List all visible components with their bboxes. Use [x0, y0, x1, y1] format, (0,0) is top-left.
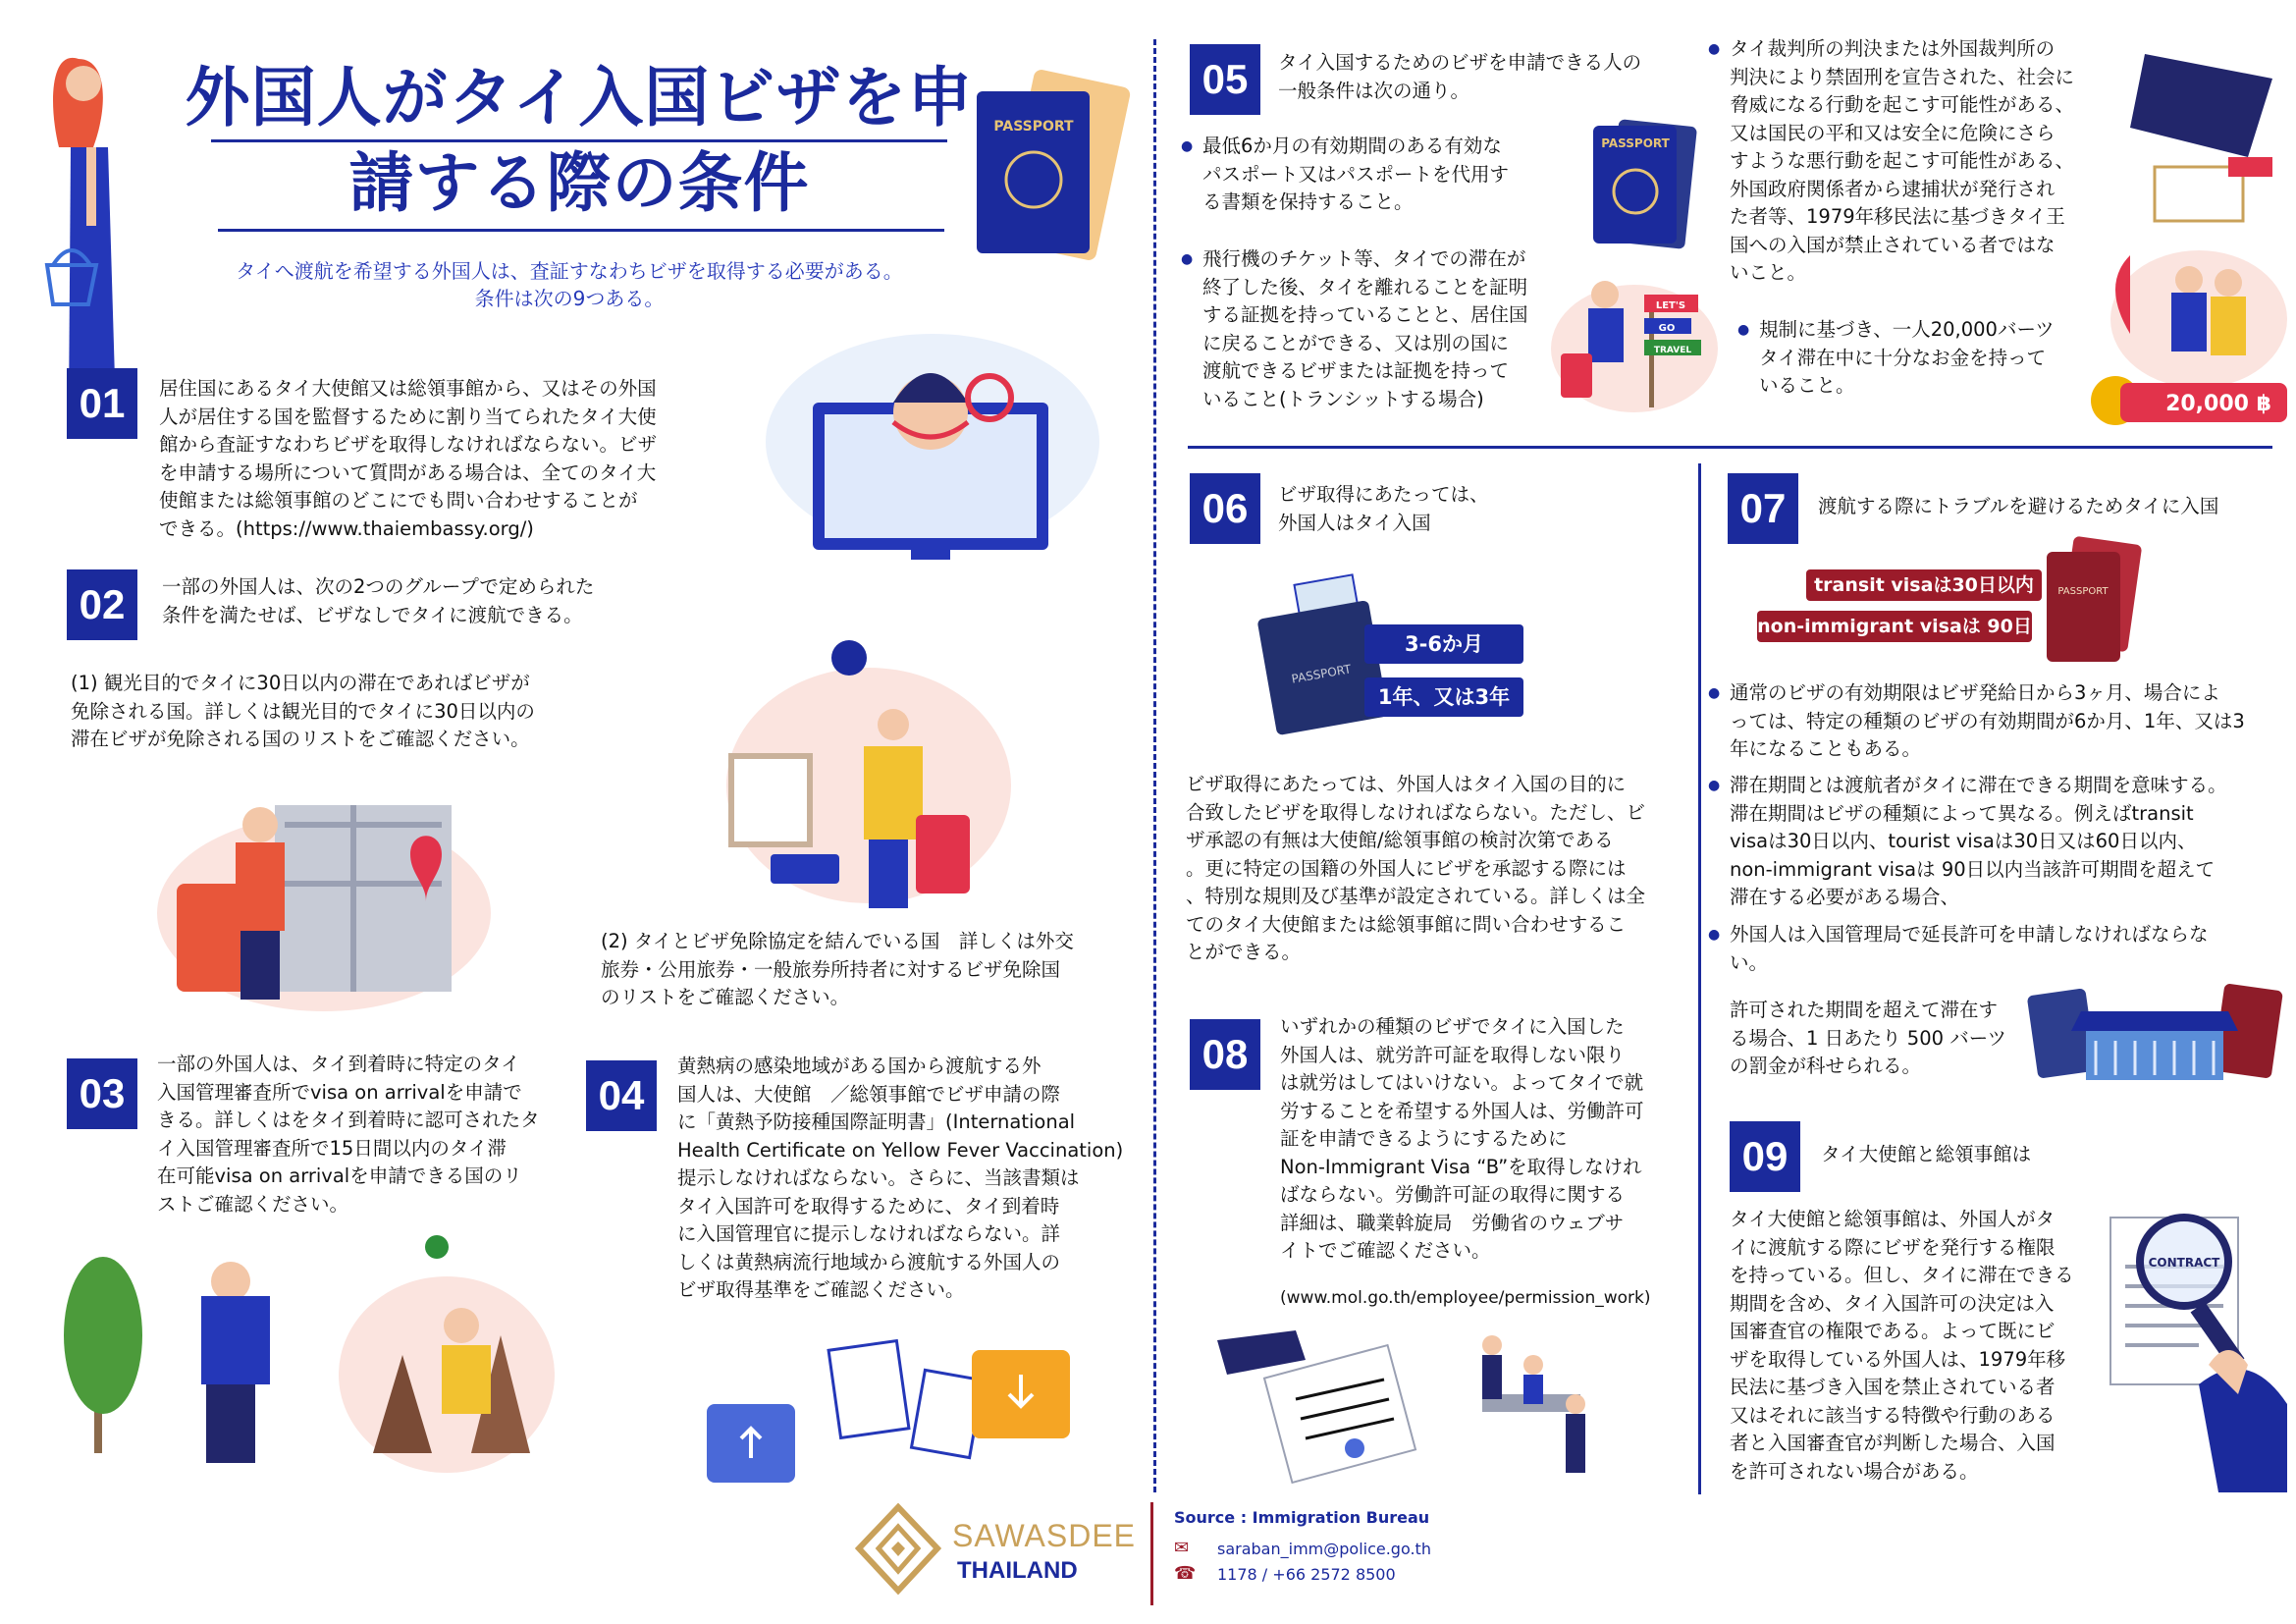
brand-sub: THAILAND: [957, 1557, 1078, 1584]
section-02-number: 02: [67, 569, 137, 640]
section-02-text: 一部の外国人は、次の2つのグループで定められた 条件を満たせば、ビザなしでタイに渡航できる。: [162, 575, 595, 626]
section-07-bullet1: ● 通常のビザの有効期限はビザ発給日から3ヶ月、場合によ っては、特定の種類のビザの有効期間が6か月、1年、又は3 年になることもある。: [1708, 679, 2296, 764]
visa-period-pill-1: 3-6か月: [1364, 624, 1523, 664]
section-05-bullet3: ● タイ裁判所の判決または外国裁判所の 判決により禁固刑を宣告された、社会に 脅威になる行動を起こす可能性がある、 又は国民の平和又は安全に危険にさら すような悪行動を起こす可能性がある、 外国政府関係者から逮捕状が発行され た者等、1979年移民法に基づきタイ王 国への入国が禁止されている者ではな いこと。: [1708, 35, 2171, 288]
section-03-text: 一部の外国人は、タイ到着時に特定のタイ 入国管理審査所でvisa on arrivalを申請で きる。詳しくはをタイ到着時に認可されたタ イ入国管理審査所で15日間以内のタイ滞 在可能visa on arrivalを申請できる国のリ ストご確認ください。: [157, 1053, 540, 1216]
section-07-bullet2: ● 滞在期間とは渡航者がタイに滞在できる期間を意味する。 滞在期間はビザの種類によって異なる。例えばtransit visaは30日以内、tourist visaは30日又は60日以内、 non-immigrant visaは 90日以内当該許可期間を超えて 滞在する必要がある場合、: [1708, 772, 2296, 912]
couple-beach-illustration: [2091, 245, 2287, 442]
call-center-illustration: [746, 324, 1109, 560]
contract-magnifier-illustration: [2101, 1208, 2287, 1492]
passport-illustration: [967, 67, 1124, 273]
transit-visa-pill: transit visaは30日以内: [1806, 569, 2042, 601]
section-01-text: 居住国にあるタイ大使館又は総領事館から、又はその外国 人が居住する国を監督するために割り当てられたタイ大使 館から査証すなわちビザを取得しなければならない。ビザ を申請する場所について質問がある場合は、全てのタイ大 使館または総領事館のどこにでも問い合わせすることが できる。(https://www.thaiembassy.org/): [159, 377, 658, 540]
section-07-number: 07: [1728, 473, 1798, 544]
section-09-number: 09: [1730, 1121, 1800, 1192]
footer-phone: 1178 / +66 2572 8500: [1217, 1565, 1396, 1584]
mail-icon: ✉: [1174, 1538, 1190, 1558]
travel-sign: TRAVEL: [1653, 346, 1692, 355]
lets-go-travel-illustration: [1551, 265, 1718, 412]
page-title: 外国人がタイ入国ビザを申 請する際の条件: [185, 60, 974, 221]
passport-word: PASSPORT: [993, 119, 1074, 135]
section-07-bullet3: ● 外国人は入国管理局で延長許可を申請しなければならな い。: [1708, 921, 2296, 977]
immigration-building-illustration: [2032, 972, 2282, 1090]
passport-red-illustration: [2042, 540, 2140, 668]
section-05-heading: タイ入国するためのビザを申請できる人の 一般条件は次の通り。: [1278, 51, 1642, 102]
center-dashed-divider: [1153, 39, 1156, 1492]
section-06-heading: ビザ取得にあたっては、 外国人はタイ入国: [1278, 483, 1489, 534]
lets-sign: LET'S: [1655, 300, 1686, 311]
right-horizontal-divider: [1188, 446, 2272, 449]
go-sign: GO: [1658, 323, 1676, 334]
map-traveler-illustration: [157, 785, 491, 1011]
section-02-item2: (2) タイとビザ免除協定を結んでいる国 詳しくは外交 旅券・公用旅券・一般旅券所持者に対するビザ免除国 のリストをご確認ください。: [601, 930, 1074, 1008]
footer-source: Source : Immigration Bureau: [1174, 1508, 1430, 1527]
section-06-text: ビザ取得にあたっては、外国人はタイ入国の目的に 合致したビザを取得しなければならない。ただし、ビ ザ承認の有無は大使館/総領事館の検討次第である 。更に特定の国籍の外国人にビザを承認する際には 、特別な規則及び基準が設定されている。詳しくは全 てのタイ大使館または総領事館に問い合わせするこ とができる。: [1186, 773, 1646, 963]
title-divider: [218, 229, 944, 232]
section-02-item1: (1) 観光目的でタイに30日以内の滞在であればビザが 免除される国。詳しくは観光目的でタイに30日以内の 滞在ビザが免除される国のリストをご確認ください。: [71, 672, 535, 750]
phone-icon: ☎: [1174, 1563, 1197, 1584]
passport-word-2: PASSPORT: [1601, 136, 1670, 150]
passport-word-3: PASSPORT: [1290, 662, 1353, 686]
non-immigrant-visa-pill: non-immigrant visaは 90日: [1757, 611, 2032, 642]
section-05-bullet4: ● 規制に基づき、一人20,000バーツ タイ滞在中に十分なお金を持って いること。: [1737, 316, 2132, 401]
sawasdee-logo-icon: [854, 1502, 942, 1596]
documents-folder-illustration: [707, 1335, 1080, 1492]
section-03-number: 03: [67, 1058, 137, 1129]
passport-blue-illustration: [1588, 118, 1696, 250]
section-04-text: 黄熱病の感染地域がある国から渡航する外 国人は、大使館 ／総領事館でビザ申請の際 に「黄熱予防接種国際証明書」(International Health Certificate on Yellow Fever Vaccination) 提示しなければならない。さらに、当該書類は タイ入国許可を取得するために、タイ到着時 に入国管理官に提示しなければならない。詳 しくは黄熱病流行地域から渡航する外国人の ビザ取得基準をご確認ください。: [677, 1055, 1124, 1301]
meeting-people-illustration: [1463, 1326, 1600, 1483]
contract-word: CONTRACT: [2148, 1256, 2220, 1270]
section-07-heading: 渡航する際にトラブルを避けるためタイに入国: [1818, 495, 2219, 517]
documents-desk-illustration: [2135, 39, 2282, 245]
money-amount-label: 20,000 ฿: [2165, 392, 2271, 416]
passport-word-4: PASSPORT: [2057, 586, 2109, 597]
footer-divider: [1150, 1502, 1153, 1605]
section-09-heading: タイ大使館と総領事館は: [1821, 1143, 2032, 1165]
visa-period-pill-2: 1年、又は3年: [1364, 677, 1523, 717]
airport-traveler-illustration: [721, 638, 1016, 913]
section-09-text: タイ大使館と総領事館は、外国人がタ イに渡航する際にビザを発行する権限 を持っている。但し、タイに滞在できる 期間を含め、タイ入国許可の決定は入 国審査官の権限である。よって既にビ ザを取得している外国人は、1979年移 民法に基づき入国を禁止されている者 又はそれに該当する特徴や行動のある 者と入国審査官が判断した場合、入国 を許可されない場合がある。: [1730, 1208, 2074, 1483]
section-01-number: 01: [67, 368, 137, 439]
right-vertical-divider: [1698, 463, 1701, 1494]
section-05-number: 05: [1190, 44, 1260, 115]
contract-signing-illustration: [1217, 1321, 1443, 1478]
section-05-bullet1: ● 最低6か月の有効期間のある有効な パスポート又はパスポートを代用す る書類を保持すること。: [1181, 133, 1605, 217]
hikers-forest-illustration: [59, 1237, 560, 1473]
section-08-number: 08: [1190, 1019, 1260, 1090]
section-07-fine-text: 許可された期間を超えて滞在す る場合、1 日あたり 500 バーツ の罰金が科せられる。: [1730, 999, 2006, 1077]
footer-email[interactable]: saraban_imm@police.go.th: [1217, 1540, 1431, 1558]
intro-text: タイへ渡航を希望する外国人は、査証すなわちビザを取得する必要がある。 条件は次の9つある。: [236, 259, 903, 310]
brand-name: SAWASDEE: [952, 1518, 1136, 1553]
section-08-text: いずれかの種類のビザでタイに入国した 外国人は、就労許可証を取得しない限り は就労はしてはいけない。よってタイで就 労することを希望する外国人は、労働許可 証を申請できるようにするために Non-Immigrant Visa “B”を取得しなけれ ばならない。労働許可証の取得に関する 詳細は、職業斡旋局 労働省のウェブサ イトでご確認ください。: [1280, 1015, 1644, 1262]
section-08-url[interactable]: (www.mol.go.th/employee/permission_work): [1280, 1288, 1651, 1308]
section-05-bullet2: ● 飛行機のチケット等、タイでの滞在が 終了した後、タイを離れることを証明 する証拠を持っていることと、居住国 に戻ることができる、又は別の国に 渡航できるビザまたは証拠を持って いること(トランシットする場合): [1181, 245, 1605, 413]
section-06-number: 06: [1190, 473, 1260, 544]
section-04-number: 04: [586, 1060, 657, 1131]
